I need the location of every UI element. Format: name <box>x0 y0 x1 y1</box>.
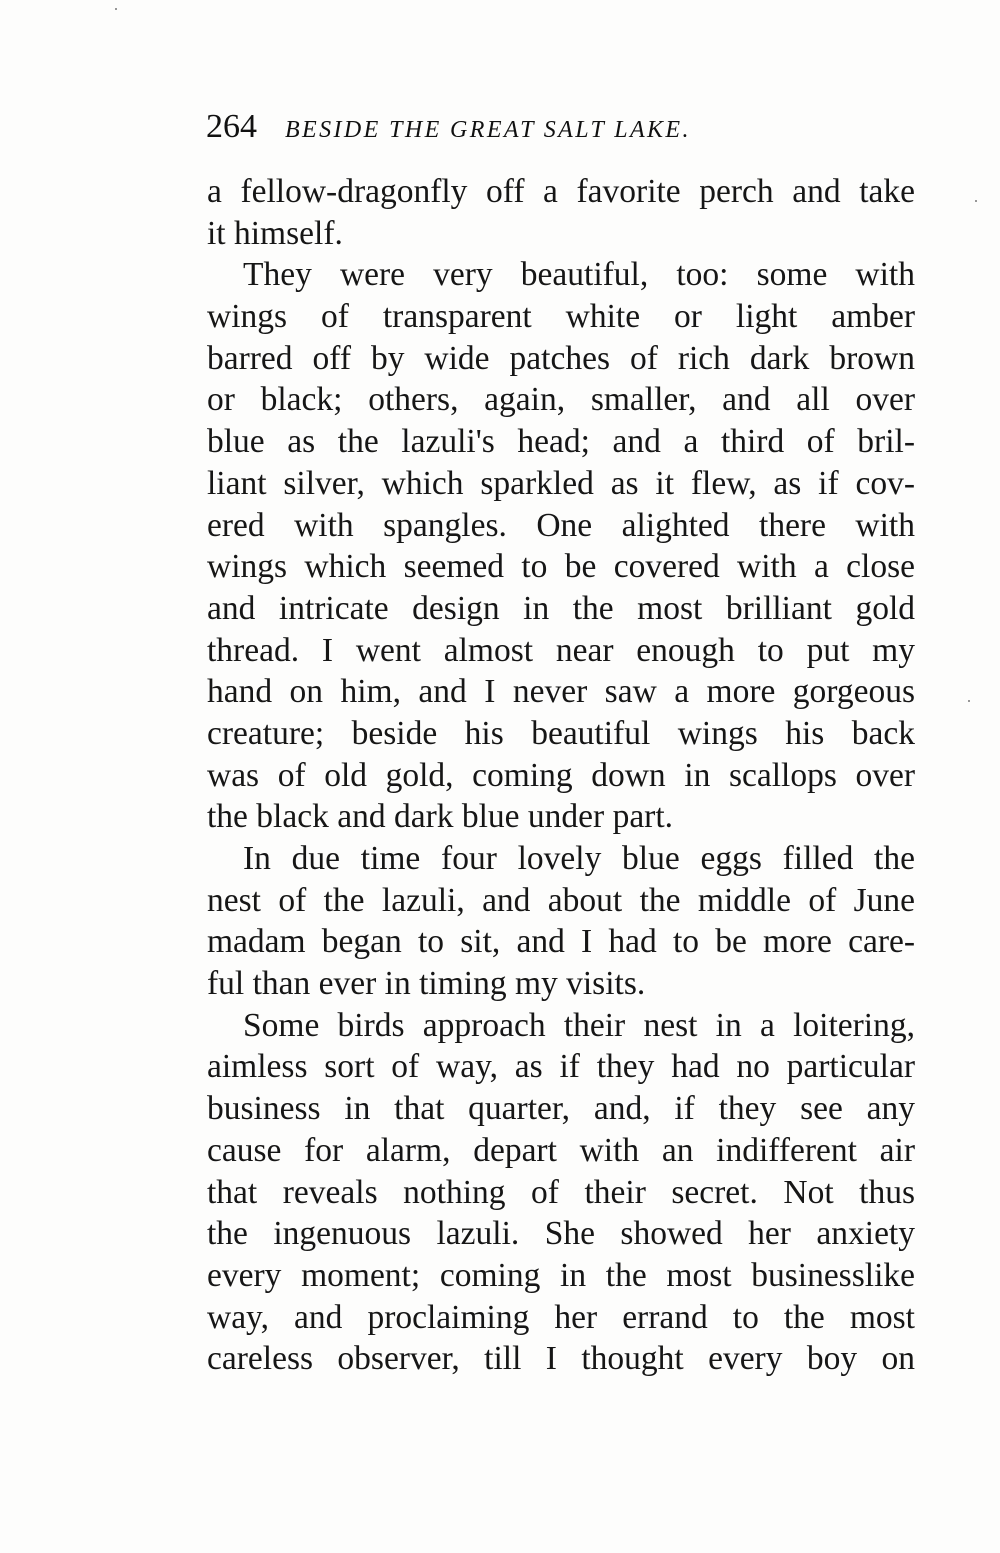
text-line: wings of transparent white or light amber <box>207 298 915 336</box>
scan-speck <box>968 700 970 702</box>
text-line: They were very beautiful, too: some with <box>243 256 915 294</box>
body-text <box>207 171 915 1380</box>
text-line: and intricate design in the most brilliant gold <box>207 589 915 627</box>
text-line: that reveals nothing of their secret. Not thus <box>207 1173 915 1211</box>
text-line: liant silver, which sparkled as it flew, as if cov- <box>207 464 915 502</box>
text-line: cause for alarm, depart with an indifferent air <box>207 1131 915 1169</box>
text-line: aimless sort of way, as if they had no particular <box>207 1048 915 1086</box>
text-line: blue as the lazuli's head; and a third of bril- <box>207 423 915 461</box>
text-line: ered with spangles. One alighted there with <box>207 506 915 544</box>
text-line: ful than ever in timing my visits. <box>207 965 646 1003</box>
text-line: thread. I went almost near enough to put my <box>207 631 915 669</box>
text-line: it himself. <box>207 214 343 252</box>
running-title: BESIDE THE GREAT SALT LAKE. <box>285 117 691 143</box>
scan-speck <box>975 200 977 202</box>
text-line: hand on him, and I never saw a more gorgeous <box>207 673 915 711</box>
text-line: the ingenuous lazuli. She showed her anxiety <box>207 1215 915 1253</box>
text-line: In due time four lovely blue eggs filled the <box>243 840 915 877</box>
text-line: barred off by wide patches of rich dark brown <box>207 339 915 377</box>
text-line: Some birds approach their nest in a loitering, <box>243 1006 915 1044</box>
text-line: business in that quarter, and, if they see any <box>207 1090 915 1128</box>
scan-speck <box>115 8 117 10</box>
text-line: the black and dark blue under part. <box>207 798 674 836</box>
text-line: was of old gold, coming down in scallops over <box>207 756 915 794</box>
text-line: madam began to sit, and I had to be more care- <box>207 923 915 961</box>
page-number: 264 <box>206 108 257 145</box>
text-line: nest of the lazuli, and about the middle of June <box>207 881 915 919</box>
text-line: creature; beside his beautiful wings his back <box>207 714 915 752</box>
text-line: a fellow-dragonfly off a favorite perch and take <box>207 173 915 210</box>
text-line: every moment; coming in the most businesslike <box>207 1256 915 1294</box>
text-line: way, and proclaiming her errand to the most <box>207 1298 915 1336</box>
text-line: or black; others, again, smaller, and all over <box>207 381 915 419</box>
text-line: wings which seemed to be covered with a close <box>207 548 915 586</box>
text-line: careless observer, till I thought every boy on <box>207 1340 915 1378</box>
running-header <box>206 108 826 146</box>
